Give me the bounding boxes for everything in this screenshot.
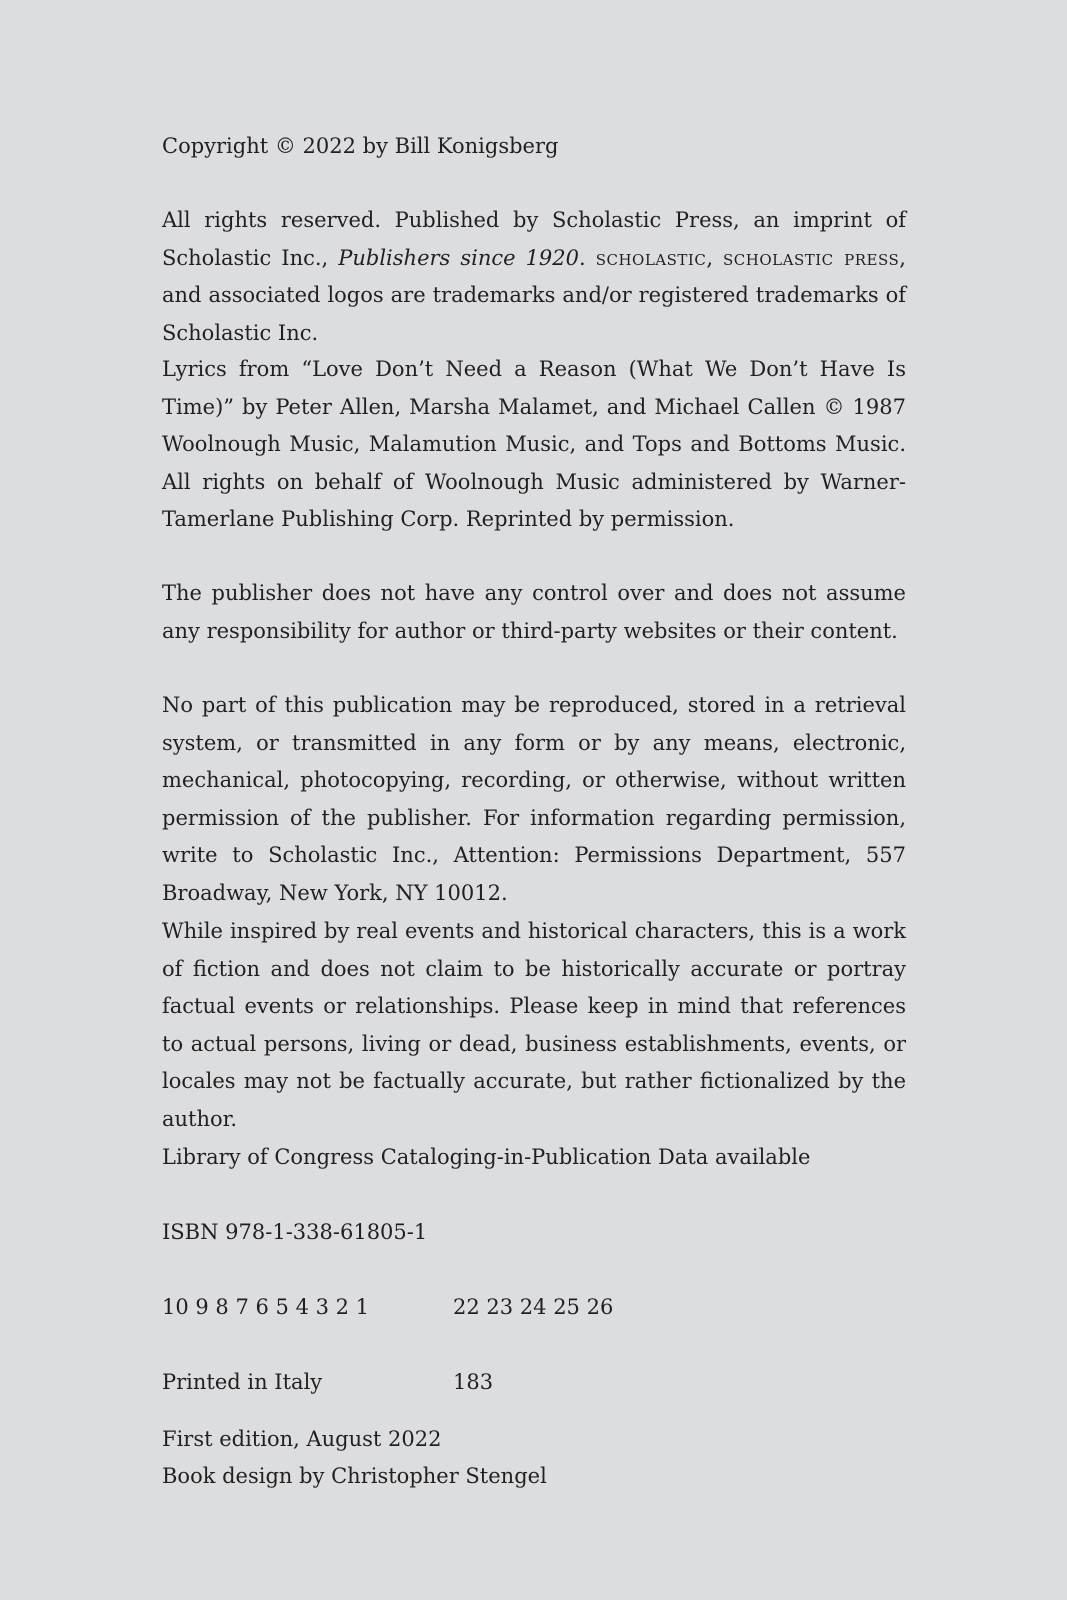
rights-text-2: . <box>579 245 596 270</box>
isbn-line: ISBN 978-1-338-61805-1 <box>162 1220 428 1244</box>
no-part-paragraph: No part of this publication may be reproduced, stored in a retrieval system, or transmitted in any form or by any means, electronic, mechanical, photocopying, recording, or otherwise, without written permission of the publisher. For information regarding permission, write to Scholastic Inc., Attention: Permissions Department, 557 Broadway, New York, NY 10012. <box>162 693 906 905</box>
loc-line: Library of Congress Cataloging-in-Publication Data available <box>162 1145 811 1169</box>
fiction-notice-paragraph: While inspired by real events and historical characters, this is a work of fiction and does not claim to be historically accurate or portray factual events or relationships. Please keep in mind that references to actual persons, living or dead, business establishments, events, or locales may not be factually accurate, but rather fictionalized by the author. <box>162 919 906 1131</box>
rights-text-3: , and associated logos are trademarks and/or registered trademarks of Scholastic Inc. <box>162 245 906 345</box>
printed-in-row <box>162 1364 906 1402</box>
edition-line: First edition, August 2022 <box>162 1427 442 1451</box>
rights-text-1: All rights reserved. Published by Scholastic Press, an imprint of Scholastic Inc., <box>162 208 906 270</box>
rights-sep: , <box>706 245 724 270</box>
year-line: 22 23 24 25 26 <box>453 1295 614 1319</box>
design-credit-line: Book design by Christopher Stengel <box>162 1464 547 1488</box>
copyright-line: Copyright © 2022 by Bill Konigsberg <box>162 134 559 158</box>
publisher-control-paragraph: The publisher does not have any control over and does not assume any responsibility for author or third-party websites or their content. <box>162 581 906 643</box>
printed-in: Printed in Italy <box>162 1370 323 1394</box>
lyrics-paragraph: Lyrics from “Love Don’t Need a Reason (What We Don’t Have Is Time)” by Peter Allen, Marsha Malamet, and Michael Callen © 1987 Woolnough Music, Malamution Music, and Tops and Bottoms Music. All rights on behalf of Woolnough Music administered by Warner-Tamerlane Publishing Corp. Reprinted by permission. <box>162 357 906 532</box>
rights-italic: Publishers since 1920 <box>338 245 580 270</box>
rights-smallcaps-1: scholastic <box>595 245 707 270</box>
rights-paragraph <box>162 202 906 352</box>
printer-code: 183 <box>453 1370 494 1394</box>
print-line: 10 9 8 7 6 5 4 3 2 1 <box>162 1295 370 1319</box>
print-number-row <box>162 1289 906 1327</box>
rights-smallcaps-2: scholastic press <box>723 245 900 270</box>
